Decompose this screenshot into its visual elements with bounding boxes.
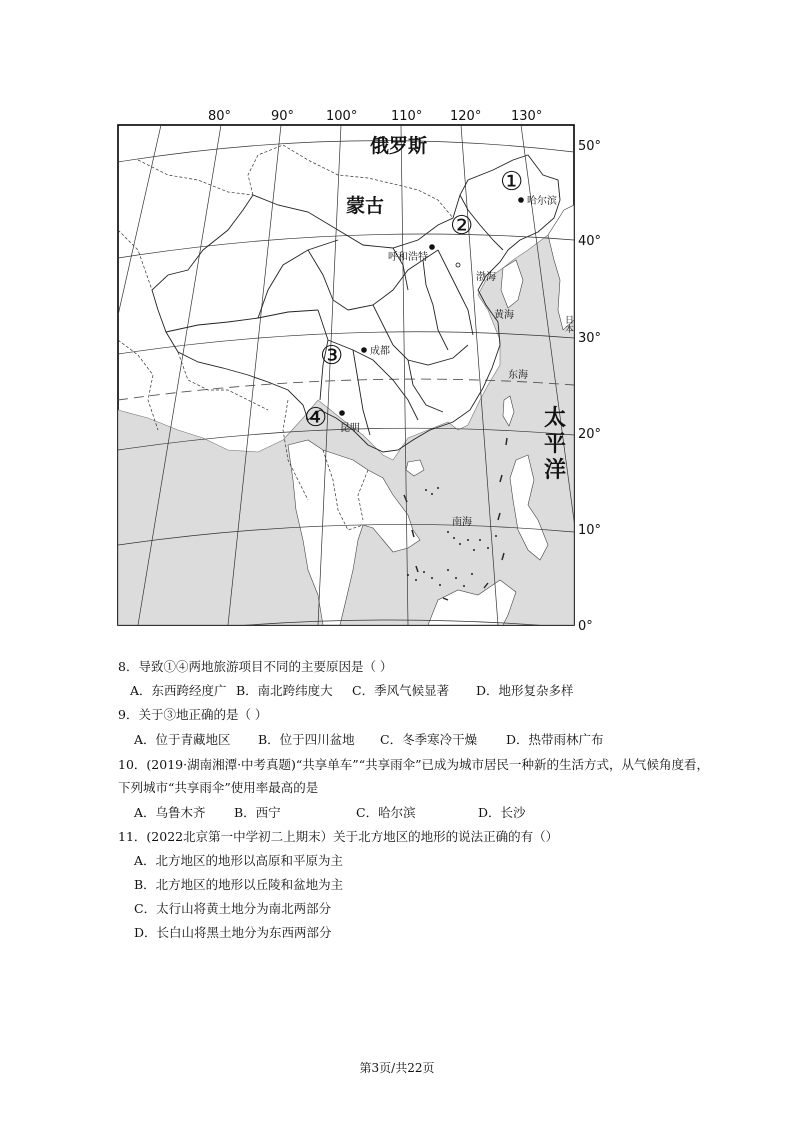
q11-option-c[interactable]: C．太行山将黄土地分为南北两部分: [134, 901, 332, 916]
city-dot-hohhot: [429, 244, 435, 250]
q9-option-a[interactable]: A．位于青藏地区: [134, 732, 231, 747]
label-yellow-sea: 黄海: [494, 310, 514, 321]
q11-option-b[interactable]: B．北方地区的地形以丘陵和盆地为主: [134, 877, 344, 892]
question-8-stem: 8．导致①④两地旅游项目不同的主要原因是（ ）: [118, 659, 393, 674]
question-10-stem-line2: 下列城市“共享雨伞”使用率最高的是: [118, 780, 319, 795]
q11-option-d[interactable]: D．长白山将黑土地分为东西两部分: [134, 925, 332, 940]
page-footer: 第3页/共22页: [359, 1061, 435, 1075]
q11-option-a[interactable]: A．北方地区的地形以高原和平原为主: [134, 853, 344, 868]
city-hohhot: 呼和浩特: [388, 252, 428, 263]
lat-tick-50: 50°: [578, 139, 602, 154]
q8-option-d[interactable]: D．地形复杂多样: [476, 683, 574, 698]
city-dot-chengdu: [361, 347, 367, 353]
marker-1: ①: [500, 167, 524, 197]
label-south-sea: 南海: [452, 517, 472, 528]
label-pacific-char1: 太: [544, 406, 567, 431]
lat-tick-10: 10°: [578, 523, 602, 538]
question-11-stem: 11．(2022北京第一中学初二上期末）关于北方地区的地形的说法正确的有（）: [118, 829, 559, 844]
city-dot-kunming: [339, 410, 345, 416]
q8-option-c[interactable]: C．季风气候显著: [352, 683, 450, 698]
city-dot-beijing: [456, 263, 460, 267]
city-chengdu: 成都: [370, 346, 390, 357]
lon-tick-130: 130°: [511, 109, 543, 124]
label-mongolia: 蒙古: [346, 195, 385, 217]
map-figure: [108, 100, 608, 645]
question-9-stem: 9．关于③地正确的是（ ）: [118, 707, 268, 722]
marker-4: ④: [304, 403, 328, 433]
question-10-stem-line1: 10．(2019·湖南湘潭·中考真题)“共享单车”“共享雨伞”已成为城市居民一种新的生活方式，从气候角度看，: [118, 757, 709, 772]
lon-tick-80: 80°: [208, 109, 232, 124]
lon-tick-120: 120°: [450, 109, 482, 124]
city-harbin: 哈尔滨: [527, 196, 557, 207]
lat-tick-40: 40°: [578, 234, 602, 249]
lon-tick-110: 110°: [391, 109, 423, 124]
label-pacific-char3: 洋: [544, 458, 567, 483]
q10-option-a[interactable]: A．乌鲁木齐: [134, 805, 206, 820]
lon-tick-100: 100°: [326, 109, 358, 124]
city-kunming: 昆明: [340, 423, 360, 434]
marker-2: ②: [450, 211, 474, 241]
q10-option-c[interactable]: C．哈尔滨: [356, 805, 416, 820]
label-japan: 日本: [563, 315, 573, 333]
lat-tick-30: 30°: [578, 331, 602, 346]
q9-option-d[interactable]: D．热带雨林广布: [506, 732, 604, 747]
q10-option-d[interactable]: D．长沙: [478, 805, 526, 820]
label-east-sea: 东海: [508, 370, 528, 381]
lat-tick-0: 0°: [578, 619, 593, 634]
q9-option-c[interactable]: C．冬季寒冷干燥: [380, 732, 478, 747]
label-bohai: 渤海: [476, 272, 496, 283]
q8-option-b[interactable]: B．南北跨纬度大: [236, 683, 333, 698]
q10-option-b[interactable]: B．西宁: [234, 805, 281, 820]
marker-3: ③: [320, 341, 344, 371]
q8-option-a[interactable]: A．东西跨经度广: [130, 683, 227, 698]
lat-tick-20: 20°: [578, 427, 602, 442]
city-dot-harbin: [518, 197, 524, 203]
label-russia: 俄罗斯: [370, 135, 428, 157]
q9-option-b[interactable]: B．位于四川盆地: [258, 732, 355, 747]
lon-tick-90: 90°: [271, 109, 295, 124]
china-map-svg: [108, 100, 608, 645]
label-pacific-char2: 平: [544, 432, 567, 457]
